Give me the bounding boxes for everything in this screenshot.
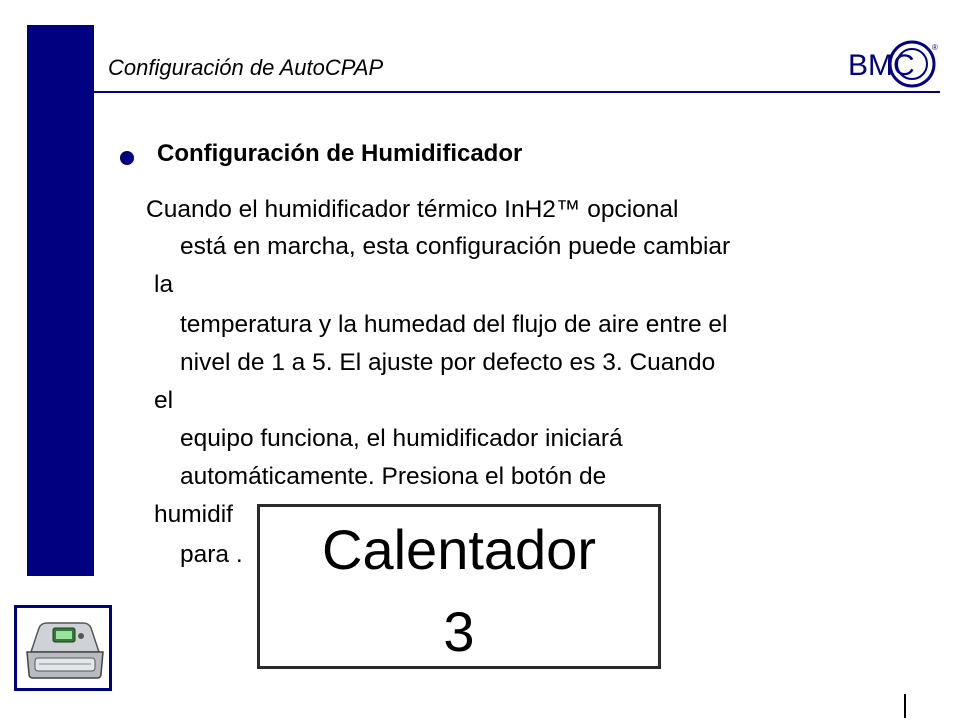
page-title: Configuración de AutoCPAP <box>108 55 384 80</box>
body-line: el <box>154 387 174 414</box>
left-accent-bar <box>27 25 94 576</box>
header-divider <box>94 91 940 93</box>
body-line: nivel de 1 a 5. El ajuste por defecto es 3. Cuando <box>180 349 716 376</box>
section-heading: Configuración de Humidificador <box>157 140 523 167</box>
body-line: humidif <box>154 501 233 528</box>
text-cursor <box>904 694 906 718</box>
bmc-logo <box>842 38 942 90</box>
heater-setting-popup <box>257 504 661 669</box>
bmc-logo-icon <box>842 38 942 90</box>
body-line: está en marcha, esta configuración puede cambiar <box>180 233 731 260</box>
cpap-device-icon <box>17 608 109 688</box>
body-line: para . <box>180 541 243 568</box>
device-thumbnail <box>14 605 112 691</box>
logo-registered-mark: ® <box>932 43 938 52</box>
body-line: automáticamente. Presiona el botón de <box>180 463 607 490</box>
popup-label: Calentador <box>322 518 596 581</box>
body-line: equipo funciona, el humidificador iniciará <box>180 425 623 452</box>
popup-value: 3 <box>443 600 475 663</box>
logo-text: BMC <box>848 49 915 82</box>
body-line: temperatura y la humedad del flujo de aire entre el <box>180 311 728 338</box>
body-line: la <box>154 271 174 298</box>
bullet-dot-icon <box>120 151 134 165</box>
body-line: Cuando el humidificador térmico InH2™ opcional <box>146 196 679 223</box>
